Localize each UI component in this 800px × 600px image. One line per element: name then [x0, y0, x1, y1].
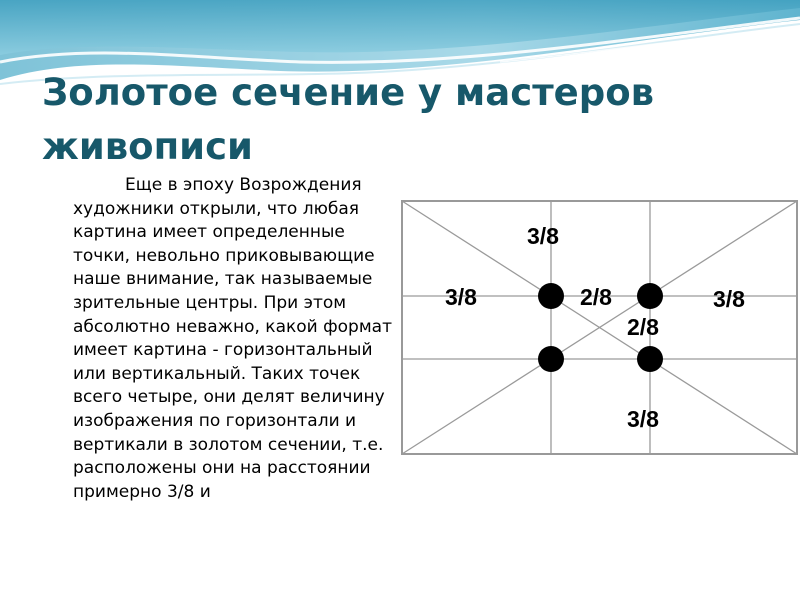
visual-center-dot — [538, 283, 564, 309]
label-right: 3/8 — [713, 286, 745, 312]
visual-center-dot — [538, 346, 564, 372]
label-top: 3/8 — [527, 223, 559, 249]
label-bottom: 3/8 — [627, 406, 659, 432]
slide-title: Золотое сечение у мастеров живописи — [42, 71, 655, 168]
visual-center-dot — [637, 346, 663, 372]
visual-center-dot — [637, 283, 663, 309]
label-left: 3/8 — [445, 284, 477, 310]
label-center-vertical: 2/8 — [627, 314, 659, 340]
golden-section-diagram — [400, 199, 800, 457]
label-center: 2/8 — [580, 284, 612, 310]
body-paragraph: Еще в эпоху Возрождения художники открыли, что любая картина имеет определенные точки, невольно приковывающие наше внимание, так называемые зрительные центры. При этом абсолютно неважно, какой формат имеет картина - горизонтальный или вертикальный. Таких точек всего четыре, они делят величину изображения по горизонтали и вертикали в золотом сечении, т.е. расположены они на расстоянии примерно 3/8 и — [73, 175, 392, 502]
